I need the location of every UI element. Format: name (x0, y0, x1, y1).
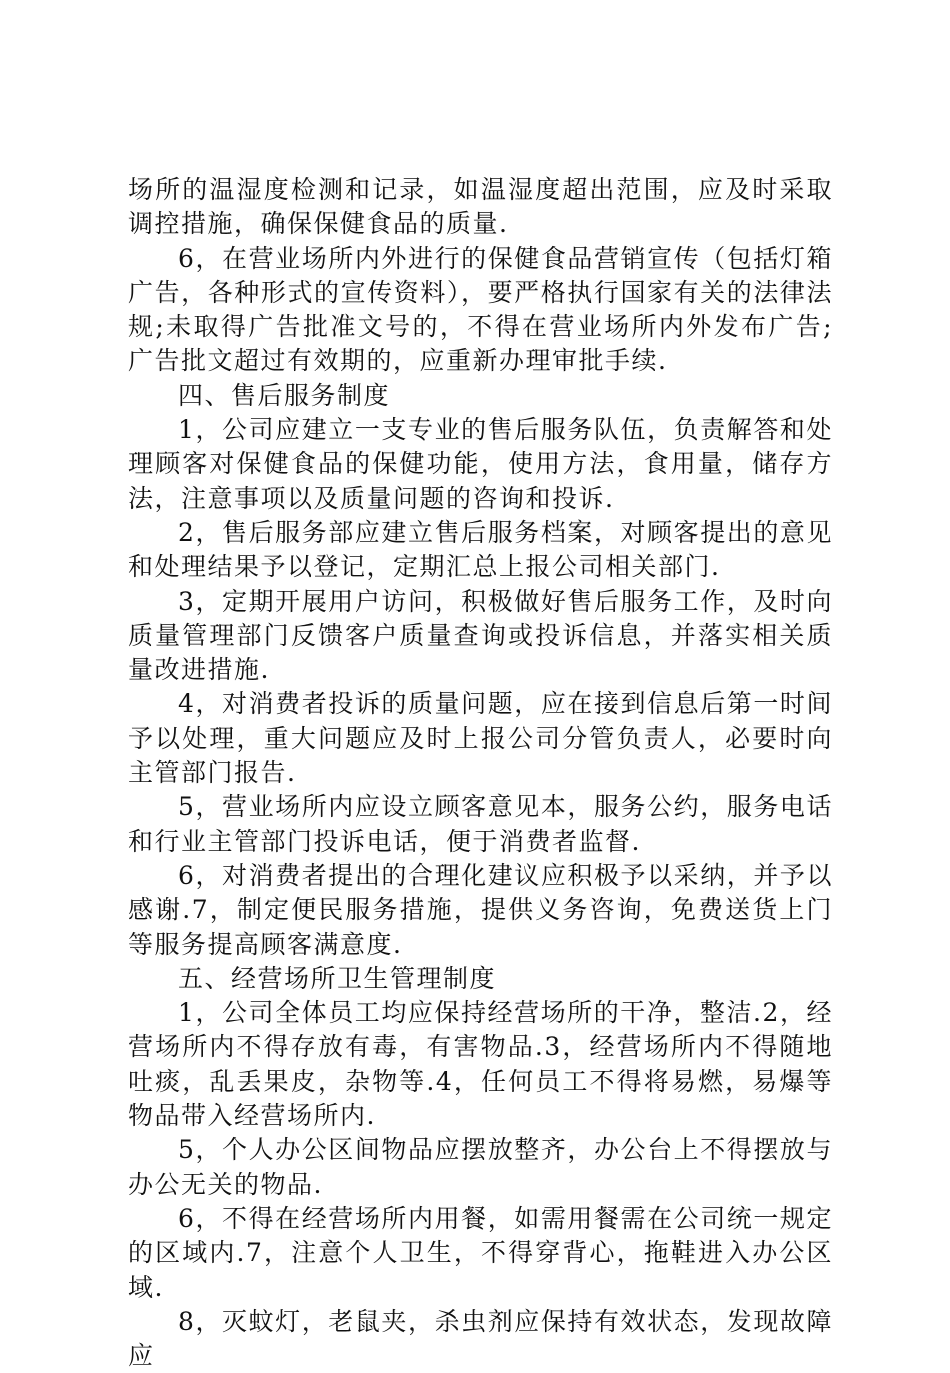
paragraph-continuation: 场所的温湿度检测和记录，如温湿度超出范围，应及时采取调控措施，确保保健食品的质量. (128, 175, 833, 239)
paragraph-item-5-office-items: 5，个人办公区间物品应摆放整齐，办公台上不得摆放与办公无关的物品. (128, 1135, 833, 1199)
paragraph-item-1-cleanliness: 1，公司全体员工均应保持经营场所的干净，整洁.2，经营场所内不得存放有毒，有害物品.3，经营场所内不得随地吐痰，乱丢果皮，杂物等.4，任何员工不得将易燃，易爆等物品带入经营场所内. (128, 998, 833, 1131)
document-page (128, 173, 833, 1373)
paragraph-item-6-suggestions: 6，对消费者提出的合理化建议应积极予以采纳，并予以感谢.7，制定便民服务措施，提供义务咨询，免费送货上门等服务提高顾客满意度. (128, 860, 833, 959)
paragraph-item-6-marketing: 6，在营业场所内外进行的保健食品营销宣传（包括灯箱广告，各种形式的宣传资料），要严格执行国家有关的法律法规;未取得广告批准文号的，不得在营业场所内外发布广告;广告批文超过有效期的，应重新办理审批手续. (128, 243, 833, 376)
paragraph-item-3-user-visits: 3，定期开展用户访问，积极做好售后服务工作，及时向质量管理部门反馈客户质量查询或投诉信息，并落实相关质量改进措施. (128, 586, 833, 685)
paragraph-item-1-service-team: 1，公司应建立一支专业的售后服务队伍，负责解答和处理顾客对保健食品的保健功能，使用方法，食用量，储存方法，注意事项以及质量问题的咨询和投诉. (128, 415, 833, 513)
paragraph-item-2-service-archive: 2，售后服务部应建立售后服务档案，对顾客提出的意见和处理结果予以登记，定期汇总上报公司相关部门. (128, 517, 833, 582)
section-heading-after-sales: 四、售后服务制度 (178, 380, 391, 410)
paragraph-item-4-complaints: 4，对消费者投诉的质量问题，应在接到信息后第一时间予以处理，重大问题应及时上报公司分管负责人，必要时向主管部门报告. (128, 689, 833, 788)
paragraph-item-5-feedback-book: 5，营业场所内应设立顾客意见本，服务公约，服务电话和行业主管部门投诉电话，便于消费者监督. (128, 792, 833, 856)
paragraph-item-6-dining: 6，不得在经营场所内用餐，如需用餐需在公司统一规定的区域内.7，注意个人卫生，不得穿背心，拖鞋进入办公区域. (128, 1203, 833, 1302)
section-heading-hygiene: 五、经营场所卫生管理制度 (178, 963, 497, 993)
paragraph-item-8-pest-control: 8，灭蚊灯，老鼠夹，杀虫剂应保持有效状态，发现故障应 (128, 1306, 833, 1371)
